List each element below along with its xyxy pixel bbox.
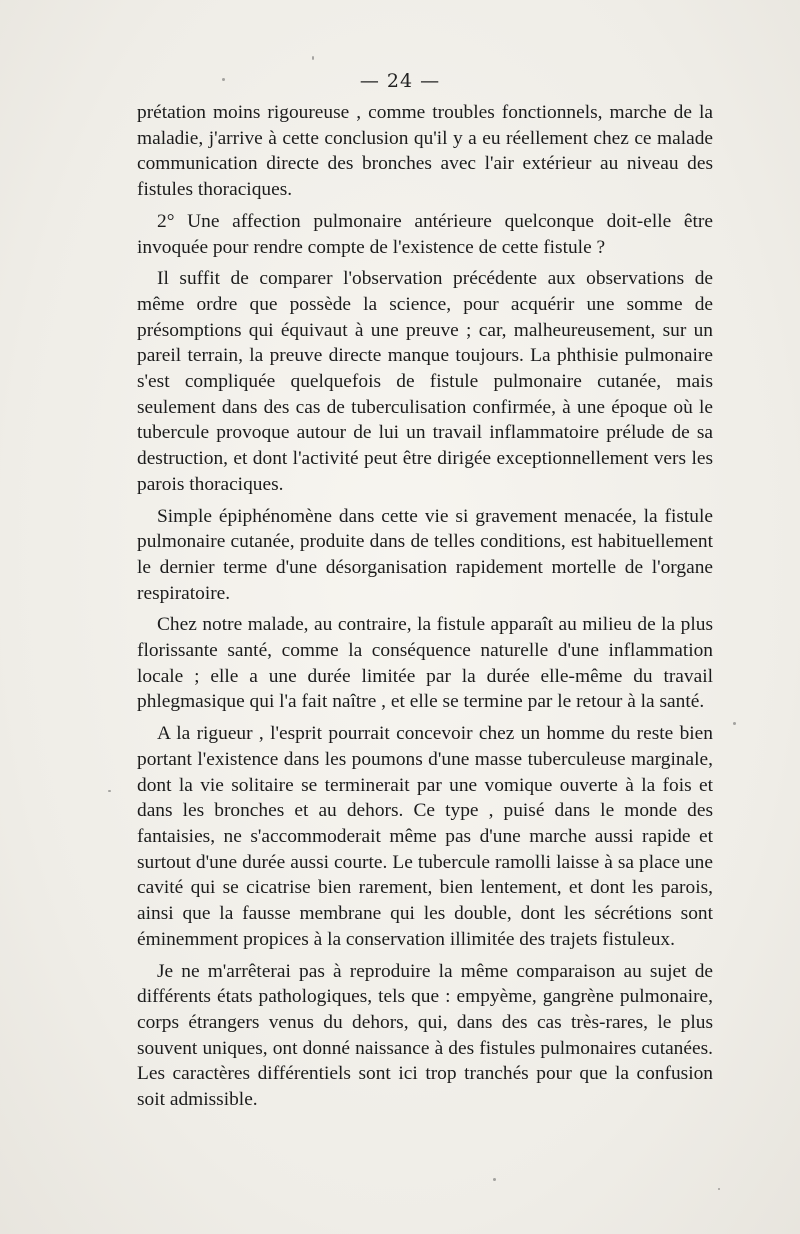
paragraph-2: 2° Une affection pulmonaire antérieure quelconque doit-elle être invoquée pour rendre compte de l'existence de cette fistule ?: [137, 210, 713, 258]
paper-speck: [312, 56, 314, 60]
paragraph-4: Simple épiphénomène dans cette vie si gravement menacée, la fistule pulmonaire cutanée, produite dans de telles conditions, est habituellement le dernier terme d'une désorganisation rapidement mortelle de l'organe respiratoire.: [137, 505, 713, 604]
paper-speck: [718, 1188, 720, 1190]
paragraph-7: Je ne m'arrêterai pas à reproduire la même comparaison au sujet de différents états pathologiques, tels que : empyème, gangrène pulmonaire, corps étrangers venus du dehors, qui, dans des cas très-rares, le plus souvent uniques, ont donné naissance à des fistules pulmonaires cutanées. Les caractères différentiels sont ici trop tranchés pour que la confusion soit admissible.: [137, 960, 713, 1111]
paper-speck: [733, 722, 736, 725]
paragraph-1: prétation moins rigoureuse , comme troubles fonctionnels, marche de la maladie, j'arrive à cette conclusion qu'il y a eu réellement chez ce malade communication directe des bronches avec l'air extérieur au niveau des fistules thoraciques.: [137, 102, 713, 201]
paragraph-6: A la rigueur , l'esprit pourrait concevoir chez un homme du reste bien portant l'existence dans les poumons d'une masse tuberculeuse marginale, dont la vie solitaire se terminerait par une vomique ouverte à la fois et dans les bronches et au dehors. Ce type , puisé dans le monde des fantaisies, ne s'accommoderait même pas d'une marche aussi rapide et surtout d'une durée aussi courte. Le tubercule ramolli laisse à sa place une cavité qui se cicatrise bien rarement, bien lentement, et dont les parois, ainsi que la fausse membrane qui les double, dont les sécrétions sont éminemment propices à la conservation illimitée des trajets fistuleux.: [137, 723, 713, 950]
body-text: [137, 100, 713, 1113]
paper-speck: [222, 78, 225, 81]
paragraph-5: Chez notre malade, au contraire, la fistule apparaît au milieu de la plus florissante santé, comme la conséquence naturelle d'une inflammation locale ; elle a une durée limitée par la durée elle-même du travail phlegmasique qui l'a fait naître , et elle se termine par le retour à la santé.: [137, 614, 713, 713]
paper-speck: [493, 1178, 496, 1181]
paragraph-3: Il suffit de comparer l'observation précédente aux observations de même ordre que possède la science, pour acquérir une somme de présomptions qui équivaut à une preuve ; car, malheureusement, sur un pareil terrain, la preuve directe manque toujours. La phthisie pulmonaire s'est compliquée quelquefois de fistule pulmonaire cutanée, mais seulement dans des cas de tuberculisation confirmée, à une époque où le tubercule provoque autour de lui un travail inflammatoire prélude de sa destruction, et dont l'activité peut être dirigée exceptionnellement vers les parois thoraciques.: [137, 268, 713, 495]
paper-speck: [108, 790, 111, 792]
page-number: — 24 —: [359, 70, 441, 92]
